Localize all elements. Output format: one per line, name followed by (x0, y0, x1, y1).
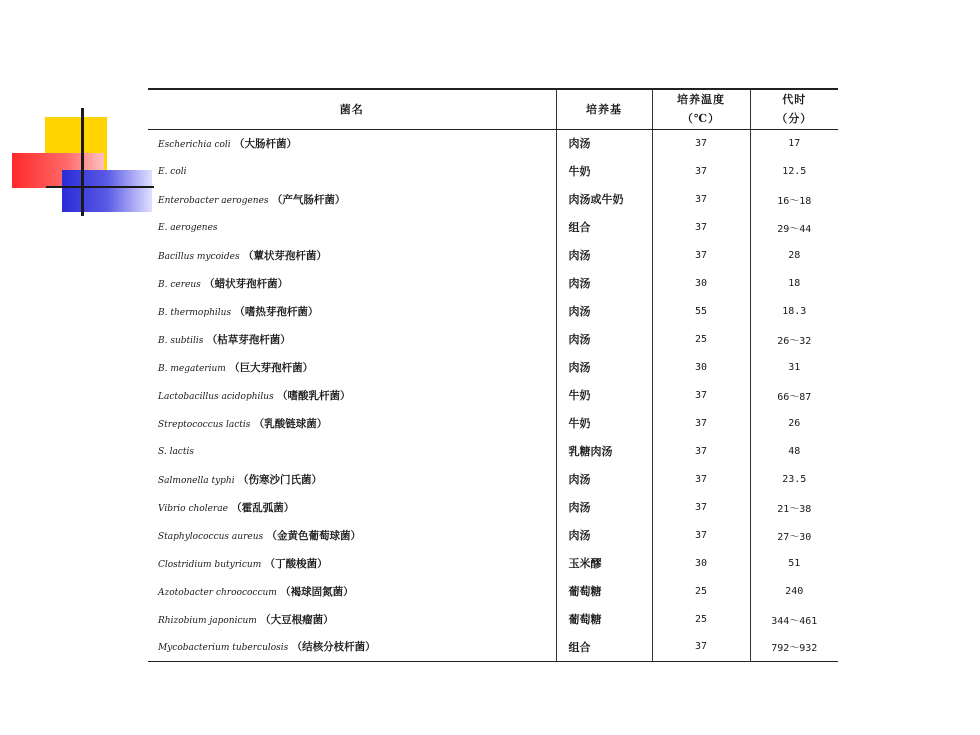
latin-name: B. subtilis (158, 335, 204, 346)
table-row (148, 633, 838, 661)
cell-bacterium-name (148, 605, 556, 633)
chinese-name: （巨大芽孢杆菌） (229, 361, 314, 374)
cell-generation-time: 26～32 (750, 325, 838, 353)
cell-medium: 葡萄糖 (556, 605, 652, 633)
table-row (148, 129, 838, 157)
cell-bacterium-name (148, 549, 556, 577)
cell-temperature: 37 (652, 521, 750, 549)
latin-name: E. coli (158, 167, 187, 177)
header-row (148, 89, 838, 129)
header-name: 菌名 (148, 89, 556, 129)
latin-name: Mycobacterium tuberculosis (158, 643, 289, 654)
cell-temperature: 55 (652, 297, 750, 325)
cell-bacterium-name (148, 633, 556, 661)
cell-medium: 肉汤 (556, 465, 652, 493)
cell-bacterium-name (148, 297, 556, 325)
table-row (148, 577, 838, 605)
cell-generation-time: 18.3 (750, 297, 838, 325)
cell-bacterium-name (148, 185, 556, 213)
cell-generation-time: 26 (750, 409, 838, 437)
cell-medium: 肉汤 (556, 493, 652, 521)
cell-temperature: 25 (652, 577, 750, 605)
table-row (148, 269, 838, 297)
cell-medium: 组合 (556, 633, 652, 661)
latin-name: Streptococcus lactis (158, 419, 251, 430)
ornament-vertical-line (81, 108, 84, 216)
chinese-name: （霍乱弧菌） (231, 501, 295, 514)
cell-temperature: 37 (652, 465, 750, 493)
table-row (148, 521, 838, 549)
header-temperature (652, 89, 750, 129)
table-row (148, 297, 838, 325)
table-row (148, 325, 838, 353)
table-row (148, 549, 838, 577)
latin-name: Lactobacillus acidophilus (158, 391, 274, 402)
latin-name: Bacillus mycoides (158, 251, 240, 262)
chinese-name: （大肠杆菌） (234, 137, 298, 150)
header-generation-time-unit: （分） (776, 112, 813, 126)
cell-generation-time: 21～38 (750, 493, 838, 521)
cell-bacterium-name (148, 409, 556, 437)
table-row (148, 381, 838, 409)
cell-bacterium-name (148, 521, 556, 549)
header-generation-time (750, 89, 838, 129)
cell-medium: 玉米醪 (556, 549, 652, 577)
table-row (148, 605, 838, 633)
cell-generation-time: 23.5 (750, 465, 838, 493)
cell-generation-time: 48 (750, 437, 838, 465)
header-medium: 培养基 (556, 89, 652, 129)
cell-generation-time: 66～87 (750, 381, 838, 409)
cell-medium: 肉汤或牛奶 (556, 185, 652, 213)
cell-medium: 肉汤 (556, 521, 652, 549)
chinese-name: （褐球固氮菌） (280, 585, 354, 598)
cell-bacterium-name (148, 325, 556, 353)
cell-medium: 牛奶 (556, 381, 652, 409)
cell-temperature: 37 (652, 129, 750, 157)
generation-time-table-container (148, 88, 838, 662)
generation-time-table (148, 88, 838, 662)
chinese-name: （金黄色葡萄球菌） (266, 529, 361, 542)
cell-generation-time: 240 (750, 577, 838, 605)
latin-name: Escherichia coli (158, 139, 231, 150)
table-row (148, 157, 838, 185)
table-row (148, 437, 838, 465)
cell-temperature: 37 (652, 213, 750, 241)
chinese-name: （大豆根瘤菌） (260, 613, 334, 626)
latin-name: Vibrio cholerae (158, 503, 228, 514)
cell-bacterium-name (148, 353, 556, 381)
cell-temperature: 37 (652, 381, 750, 409)
cell-medium: 组合 (556, 213, 652, 241)
latin-name: B. megaterium (158, 363, 226, 374)
latin-name: Salmonella typhi (158, 475, 235, 486)
chinese-name: （蕈状芽孢杆菌） (242, 249, 327, 262)
cell-temperature: 37 (652, 493, 750, 521)
header-generation-time-line1: 代时 (782, 93, 807, 107)
cell-generation-time: 344～461 (750, 605, 838, 633)
cell-medium: 牛奶 (556, 157, 652, 185)
cell-generation-time: 31 (750, 353, 838, 381)
cell-generation-time: 17 (750, 129, 838, 157)
cell-bacterium-name (148, 437, 556, 465)
latin-name: B. thermophilus (158, 307, 232, 318)
cell-medium: 肉汤 (556, 129, 652, 157)
cell-generation-time: 28 (750, 241, 838, 269)
latin-name: Azotobacter chroococcum (158, 587, 277, 598)
header-temperature-unit: （℃） (681, 112, 721, 126)
table-row (148, 213, 838, 241)
cell-generation-time: 29～44 (750, 213, 838, 241)
cell-medium: 肉汤 (556, 269, 652, 297)
cell-temperature: 30 (652, 549, 750, 577)
cell-temperature: 37 (652, 241, 750, 269)
latin-name: B. cereus (158, 279, 201, 290)
chinese-name: （结核分枝杆菌） (291, 641, 376, 654)
table-header (148, 89, 838, 129)
table-row (148, 409, 838, 437)
cell-medium: 牛奶 (556, 409, 652, 437)
latin-name: Staphylococcus aureus (158, 531, 264, 542)
cell-bacterium-name (148, 381, 556, 409)
chinese-name: （乳酸链球菌） (253, 417, 328, 430)
chinese-name: （枯草芽孢杆菌） (206, 333, 291, 346)
cell-temperature: 25 (652, 325, 750, 353)
cell-temperature: 37 (652, 409, 750, 437)
cell-temperature: 37 (652, 185, 750, 213)
cell-bacterium-name (148, 577, 556, 605)
cell-medium: 肉汤 (556, 353, 652, 381)
cell-generation-time: 18 (750, 269, 838, 297)
ornament-horizontal-line (46, 186, 154, 188)
cell-generation-time: 27～30 (750, 521, 838, 549)
cell-medium: 乳糖肉汤 (556, 437, 652, 465)
cell-temperature: 37 (652, 157, 750, 185)
table-row (148, 185, 838, 213)
cell-medium: 肉汤 (556, 325, 652, 353)
table-row (148, 353, 838, 381)
cell-bacterium-name (148, 493, 556, 521)
cell-bacterium-name (148, 465, 556, 493)
cell-temperature: 30 (652, 269, 750, 297)
latin-name: Enterobacter aerogenes (158, 195, 269, 206)
header-temperature-line1: 培养温度 (677, 93, 725, 107)
cell-temperature: 37 (652, 437, 750, 465)
cell-bacterium-name (148, 129, 556, 157)
cell-bacterium-name (148, 157, 556, 185)
table-row (148, 493, 838, 521)
table-row (148, 465, 838, 493)
cell-temperature: 37 (652, 633, 750, 661)
cell-generation-time: 16～18 (750, 185, 838, 213)
table-row (148, 241, 838, 269)
cell-temperature: 25 (652, 605, 750, 633)
chinese-name: （嗜热芽孢杆菌） (234, 305, 319, 318)
cell-bacterium-name (148, 269, 556, 297)
cell-medium: 葡萄糖 (556, 577, 652, 605)
cell-temperature: 30 (652, 353, 750, 381)
table-body (148, 129, 838, 661)
cell-generation-time: 12.5 (750, 157, 838, 185)
cell-generation-time: 792～932 (750, 633, 838, 661)
cell-bacterium-name (148, 241, 556, 269)
latin-name: E. aerogenes (158, 223, 218, 233)
cell-medium: 肉汤 (556, 297, 652, 325)
chinese-name: （产气肠杆菌） (271, 193, 346, 206)
chinese-name: （丁酸梭菌） (264, 557, 328, 570)
cell-medium: 肉汤 (556, 241, 652, 269)
latin-name: Rhizobium japonicum (158, 615, 257, 626)
cell-bacterium-name (148, 213, 556, 241)
latin-name: Clostridium butyricum (158, 559, 262, 570)
cell-generation-time: 51 (750, 549, 838, 577)
chinese-name: （嗜酸乳杆菌） (277, 389, 351, 402)
chinese-name: （伤寒沙门氏菌） (237, 473, 322, 486)
latin-name: S. lactis (158, 447, 194, 457)
chinese-name: （蜡状芽孢杆菌） (204, 277, 289, 290)
ornament-blue-bar (62, 170, 152, 212)
slide-ornament (0, 0, 160, 230)
